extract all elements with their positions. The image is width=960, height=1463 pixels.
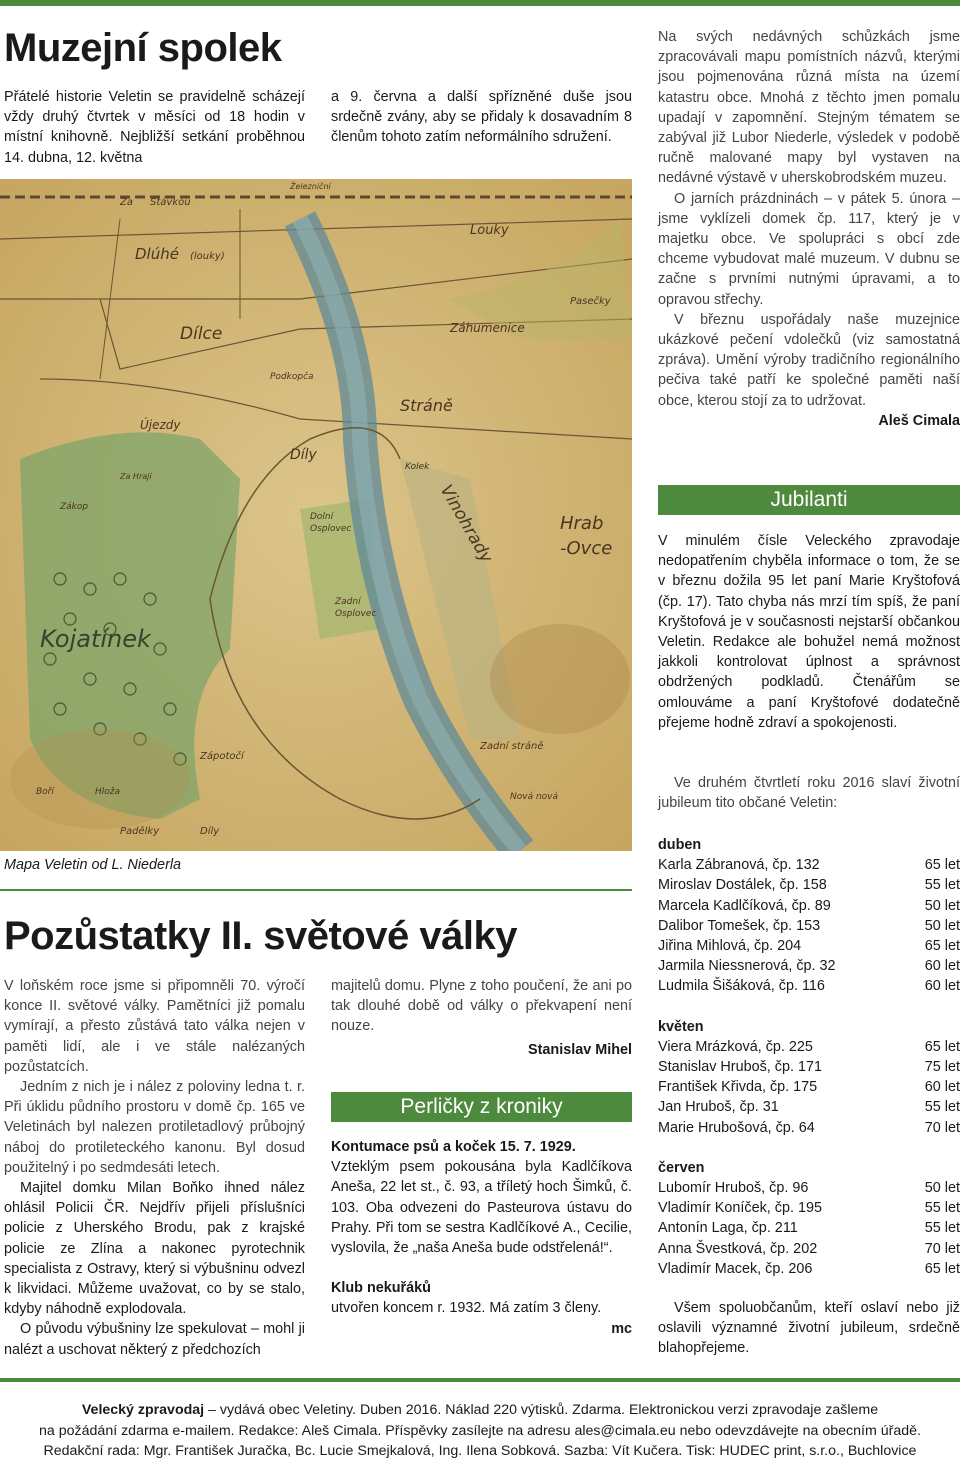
jubilee-row (658, 956, 960, 976)
jubilee-name: Vladimír Koníček, čp. 195 (658, 1200, 822, 1217)
jubilanti-closing: Všem spoluobčanům, kteří oslaví nebo již oslavili významné životní jubileum, srdečně blahopřejeme. (658, 1300, 960, 1357)
jubilee-name: Anna Švestková, čp. 202 (658, 1240, 818, 1257)
footer-line: na požádání zdarma e-mailem. Redakce: Aleš Cimala. Příspěvky zasílejte na adresu ales@cimala.eu nebo odevzdávejte na obecním úřadě. (39, 1422, 921, 1439)
jubilee-age: 50 let (924, 917, 960, 934)
map-label: Stávkou (150, 197, 191, 208)
chronicle-item-title: Klub nekuřáků (331, 1280, 431, 1297)
footer (0, 1400, 960, 1462)
jubilee-age: 55 let (924, 1099, 960, 1116)
jubilee-name: Karla Zábranová, čp. 132 (658, 857, 820, 874)
jubilee-table (658, 1178, 960, 1279)
map-label: Osplovec (335, 609, 377, 619)
map-label: Zápotočí (200, 751, 244, 762)
jubilanti-intro: V minulém čísle Veleckého zpravodaje nedopatřením chyběla informace o tom, že se v březnu dožila 95 let paní Marie Kryštofová (čp. 17). Tato chyba nás mrzí tím spíš, že paní Kryštofová je v současnosti nejstarší občankou Veletin. Redakce ale bohužel nemá možnost jakkoli kontrolovat úplnost a správnost obdržených podkladů. Čtenářům se omlouváme a paní Kryštofové dodatečně přejeme hodně zdraví a spokojenosti. (658, 533, 960, 731)
jubilee-name: Ludmila Šišáková, čp. 116 (658, 978, 825, 995)
museum-paragraph: O jarních prázdninách – v pátek 5. února – jsme vyklízeli domek čp. 117, který je v majetku obce. Ve spolupráci s obcí zde chceme vybudovat malé muzeum. V dubnu se začne s prvními nutnými úpravami, a to opravou střechy. (658, 190, 960, 308)
map-label: Záhumenice (450, 321, 525, 335)
jubilee-row (658, 1037, 960, 1057)
jubilee-row (658, 1057, 960, 1077)
map-label: Díly (290, 447, 317, 463)
jubilee-name: Marcela Kadlčíková, čp. 89 (658, 897, 831, 914)
jubilee-age: 55 let (924, 1200, 960, 1217)
jubilee-age: 65 let (924, 1260, 960, 1277)
map-label: Boří (36, 787, 54, 797)
map-label: Železniční (290, 182, 331, 191)
chronicle-item-title: Kontumace psů a koček 15. 7. 1929. (331, 1139, 576, 1155)
map-label: Zadní (335, 597, 361, 607)
jubilee-row (658, 1097, 960, 1117)
map-label: Osplovec (310, 524, 352, 534)
map-label: Zákop (60, 502, 89, 512)
map-label: Kojatínek (40, 625, 151, 653)
war-paragraph: Majitel domku Milan Boňko ihned nález ohlásil Policii ČR. Nejdřív přijeli příslušníci policie z Uherského Brodu, pak z krajské policie ze Zlína a nakonec pyrotechnik specialista z Ostravy, který si výbušninu odvezl k likvidaci. Můžeme uvažovat, co by se stalo, kdyby náhodně explodovala. (4, 1180, 305, 1318)
museum-paragraph: V březnu uspořádaly naše muzejnice ukázkové pečení vdolečků (viz samostatná zpráva). Umění výroby tradičního regionálního pečiva také patří ke společné paměti naší obce, kterou stojí za to udržovat. (658, 311, 960, 409)
jubilee-age: 70 let (924, 1119, 960, 1136)
map-label: Hrab (560, 513, 604, 534)
museum-text-mid: a 9. června a další spřízněné duše jsou srdečně zvány, aby se přidaly k dosavadním 8 členům tohoto zatím neformálního sdružení. (331, 89, 632, 146)
footer-text: – vydává obec Veletiny. Duben 2016. Náklad 220 výtisků. Zdarma. Elektronickou verzi zpravodaje zašleme (204, 1402, 879, 1418)
map-label: Za Hrají (120, 472, 152, 481)
museum-paragraph: Na svých nedávných schůzkách jsme zpracovávali mapu pomístních názvů, kterými jsou pojmenována různá místa na území katastru obce. Mnohá z těchto jmen pomalu upadají v zapomnění. Stejným tématem se zabýval již Lubor Niederle, výsledek v podobě ručně malované mapy byl vystaven na nedávné výstavě v uherskobrodském muzeu. (658, 29, 960, 187)
footer-line (0, 1400, 960, 1421)
chronicle-item-text: Vzteklým psem pokousána byla Kadlčíkova Aneša, 22 let st., č. 93, a tříletý hoch Šimků, č. 103. Oba odvezeni do Pasteurova ústavu do Prahy. Při tom se sestra Kadlčíkové A., Cecilie, vyslovila, že „naša Aneša bude odstřelená!“. (331, 1159, 632, 1257)
jubilee-age: 65 let (924, 857, 960, 874)
map-label: Hloža (95, 787, 121, 797)
war-paragraph: majitelů domu. Plyne z toho poučení, že ani po tak dlouhé době od války o překvapení není nouze. (331, 978, 632, 1035)
map-drawing (0, 179, 632, 851)
jubilee-age: 60 let (924, 1079, 960, 1096)
jubilee-list (658, 835, 960, 1279)
jubilee-name: Jarmila Niessnerová, čp. 32 (658, 958, 836, 975)
map-label: Dlúhé (135, 245, 179, 263)
jubilee-age: 55 let (924, 877, 960, 894)
jubilee-row (658, 1118, 960, 1138)
jubilee-row (658, 936, 960, 956)
map-label: Vinohrady (435, 481, 497, 567)
footer-brand: Velecký zpravodaj (81, 1402, 205, 1418)
war-signature: Stanislav Mihel (528, 1041, 632, 1058)
map-label: Nová nová (510, 792, 558, 802)
jubilee-table (658, 1037, 960, 1138)
jubilee-age: 60 let (924, 958, 960, 975)
jubilee-name: Miroslav Dostálek, čp. 158 (658, 877, 827, 894)
museum-text-left: Přátelé historie Veletin se pravidelně scházejí vždy druhý čtvrtek v měsíci od 18 hodin v místní knihovně. Nejbližší setkání proběhnou 14. dubna, 12. května (4, 89, 305, 166)
jubilee-row (658, 896, 960, 916)
map-label: Kolek (405, 462, 430, 472)
museum-signature: Aleš Cimala (878, 412, 960, 429)
chronicle-item-text: utvořen koncem r. 1932. Má zatím 3 členy. (331, 1300, 602, 1317)
war-text-mid (331, 976, 632, 1060)
jubilee-row (658, 1259, 960, 1279)
map-label: Díly (200, 826, 220, 837)
jubilee-age: 75 let (924, 1059, 960, 1076)
jubilee-name: Marie Hrubošová, čp. 64 (658, 1119, 815, 1136)
map-label: (louky) (190, 251, 225, 262)
museum-title: Muzejní spolek (4, 26, 282, 70)
top-accent-bar (0, 0, 960, 6)
jubilee-age: 50 let (924, 1180, 960, 1197)
jubilee-name: Lubomír Hruboš, čp. 96 (658, 1180, 809, 1197)
month-heading: duben (658, 837, 702, 853)
jubilee-age: 50 let (924, 897, 960, 914)
map-label: Újezdy (140, 418, 181, 432)
museum-text-right (658, 27, 960, 431)
jubilee-row (658, 875, 960, 895)
war-paragraph: O původu výbušniny lze spekulovat – mohl ji nalézt a uschovat některý z předchozích (4, 1321, 305, 1358)
jubilee-name: Vladimír Macek, čp. 206 (658, 1260, 813, 1277)
month-heading: květen (658, 1018, 704, 1035)
map-illustration (0, 179, 632, 851)
jubilee-row (658, 1239, 960, 1259)
jubilee-row (658, 1198, 960, 1218)
map-label: Padělky (120, 826, 160, 837)
month-heading: červen (658, 1159, 705, 1176)
jubilee-name: Viera Mrázková, čp. 225 (658, 1038, 813, 1055)
jubilee-row (658, 1178, 960, 1198)
jubilanti-heading: Jubilanti (658, 485, 960, 515)
map-label: -Ovce (560, 538, 613, 559)
jubilee-row (658, 976, 960, 996)
map-label: Pasečky (570, 296, 611, 307)
war-text-left (4, 976, 305, 1360)
jubilee-row (658, 1077, 960, 1097)
jubilee-name: Antonín Laga, čp. 211 (658, 1220, 798, 1237)
chronicle-text (331, 1137, 632, 1339)
section-divider (0, 889, 632, 891)
map-label: Zadní stráně (480, 741, 544, 752)
map-label: Za (120, 197, 133, 208)
jubilee-table (658, 855, 960, 996)
chronicle-signature: mc (611, 1320, 632, 1337)
chronicle-heading: Perličky z kroniky (331, 1092, 632, 1122)
map-label: Dílce (180, 324, 223, 344)
war-title: Pozůstatky II. světové války (4, 914, 517, 958)
jubilee-name: Dalibor Tomešek, čp. 153 (658, 917, 821, 934)
jubilee-row (658, 855, 960, 875)
jubilee-age: 70 let (924, 1240, 960, 1257)
map-label: Louky (470, 223, 509, 238)
map-label: Stráně (400, 396, 453, 415)
footer-line: Redakční rada: Mgr. František Juračka, Bc. Lucie Smejkalová, Ing. Ilena Sobková. Sazba: Vít Kučera. Tisk: HUDEC print, s.r.o., Buchlovice (43, 1443, 917, 1459)
map-label: Dolní (310, 512, 334, 522)
jubilee-name: Jan Hruboš, čp. 31 (658, 1099, 779, 1116)
war-paragraph: V loňském roce jsme si připomněli 70. výročí konce II. světové války. Pamětníci již pomalu vymírají, a přesto zůstává tato válka nejen v paměti lidí, ale i ve stále nalézaných pozůstatcích. (4, 978, 305, 1075)
jubilee-age: 65 let (924, 1038, 960, 1055)
jubilee-name: Jiřina Mihlová, čp. 204 (658, 938, 802, 955)
jubilee-age: 65 let (924, 938, 960, 955)
jubilee-row (658, 1218, 960, 1238)
jubilee-row (658, 916, 960, 936)
jubilee-name: František Křivda, čp. 175 (658, 1079, 818, 1096)
map-caption: Mapa Veletin od L. Niederla (4, 857, 182, 873)
jubilee-name: Stanislav Hruboš, čp. 171 (658, 1059, 822, 1076)
war-paragraph: Jedním z nich je i nález z poloviny ledna t. r. Při úklidu půdního prostoru v domě čp. 165 ve Veletinách byl nalezen protiletadlový průbojný náboj do protileteckého kanonu. Byl dosud použitelný i po sedmdesáti letech. (4, 1079, 305, 1176)
jubilanti-lead: Ve druhém čtvrtletí roku 2016 slaví životní jubileum tito občané Veletin: (658, 775, 960, 812)
map-label: Podkopča (270, 372, 314, 382)
jubilee-age: 60 let (924, 978, 960, 995)
jubilee-age: 55 let (924, 1220, 960, 1237)
bottom-accent-bar (0, 1378, 960, 1382)
